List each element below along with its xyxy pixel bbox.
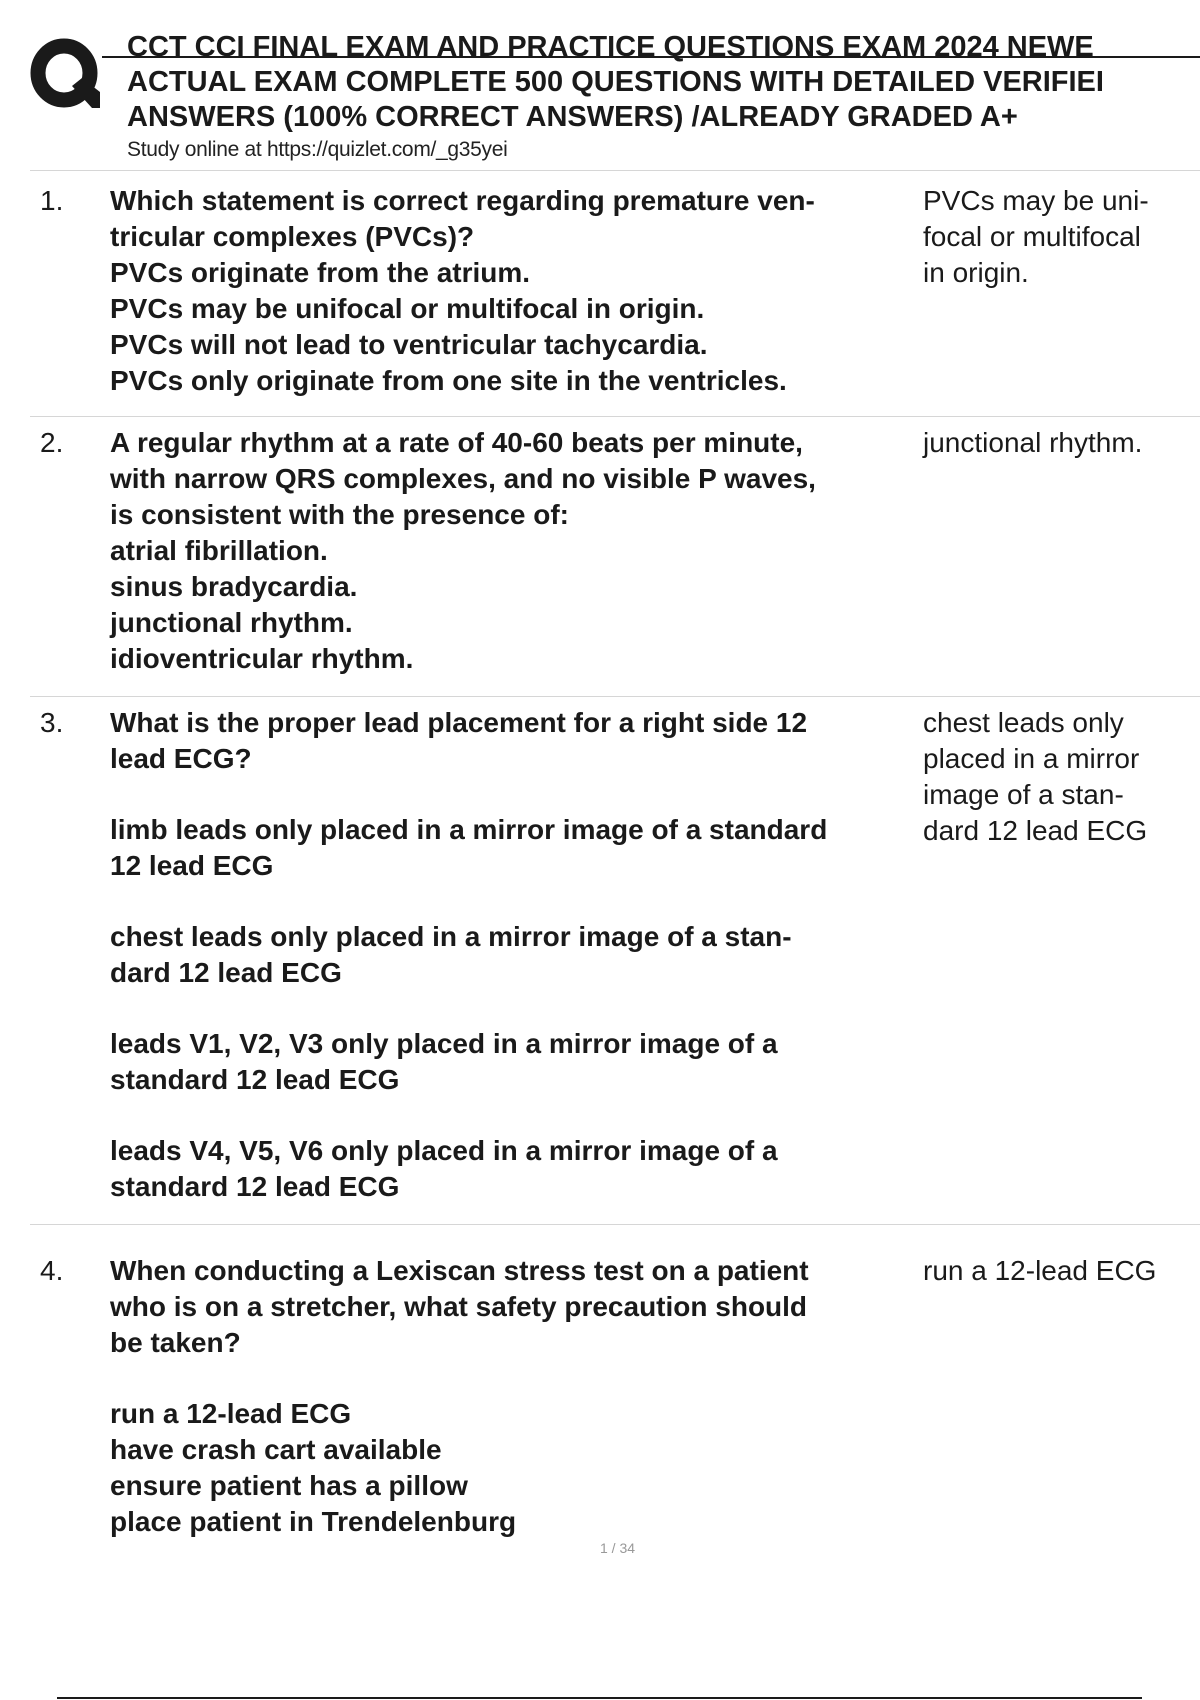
question-line: sinus bradycardia. <box>110 571 358 602</box>
question-line: with narrow QRS complexes, and no visible P waves, <box>110 463 816 494</box>
question-line: have crash cart available <box>110 1434 442 1465</box>
card-question <box>110 183 950 399</box>
question-line: standard 12 lead ECG <box>110 1171 400 1202</box>
question-line: standard 12 lead ECG <box>110 1064 400 1095</box>
line-gap <box>110 1098 950 1133</box>
card-number: 3. <box>40 707 64 738</box>
card-answer <box>923 183 1198 291</box>
flashcard-2 <box>30 416 1200 697</box>
answer-line: in origin. <box>923 257 1029 288</box>
card-number: 4. <box>40 1255 64 1286</box>
card-answer <box>923 425 1198 461</box>
card-answer <box>923 705 1198 849</box>
question-line: PVCs originate from the atrium. <box>110 257 531 288</box>
question-line: atrial fibrillation. <box>110 535 328 566</box>
title-line: ACTUAL EXAM COMPLETE 500 QUESTIONS WITH DETAILED VERIFIEI <box>127 66 1104 98</box>
question-line: leads V1, V2, V3 only placed in a mirror image of a <box>110 1028 778 1059</box>
question-line: tricular complexes (PVCs)? <box>110 221 475 252</box>
question-line: A regular rhythm at a rate of 40-60 beats per minute, <box>110 427 803 458</box>
question-line: ensure patient has a pillow <box>110 1470 468 1501</box>
question-line: who is on a stretcher, what safety precaution should <box>110 1291 808 1322</box>
question-line: lead ECG? <box>110 743 252 774</box>
question-line: leads V4, V5, V6 only placed in a mirror image of a <box>110 1135 778 1166</box>
footer-rule <box>57 1697 1142 1699</box>
question-line: limb leads only placed in a mirror image of a standard <box>110 814 828 845</box>
answer-line: placed in a mirror <box>923 743 1140 774</box>
answer-line: image of a stan- <box>923 779 1124 810</box>
title-line: CCT CCI FINAL EXAM AND PRACTICE QUESTIONS EXAM 2024 NEWE <box>127 31 1094 63</box>
card-number: 2. <box>40 427 64 458</box>
question-line: dard 12 lead ECG <box>110 957 342 988</box>
question-line: is consistent with the presence of: <box>110 499 569 530</box>
question-line: run a 12-lead ECG <box>110 1398 352 1429</box>
document-title <box>127 30 1200 135</box>
question-line: 12 lead ECG <box>110 850 274 881</box>
line-gap <box>110 991 950 1026</box>
answer-line: focal or multifocal <box>923 221 1141 252</box>
question-line: junctional rhythm. <box>110 607 353 638</box>
card-number: 1. <box>40 185 64 216</box>
question-line: chest leads only placed in a mirror image of a stan- <box>110 921 792 952</box>
quizlet-logo-icon <box>30 34 106 114</box>
flashcard-1 <box>30 170 1200 417</box>
question-line: Which statement is correct regarding premature ven- <box>110 185 815 216</box>
line-gap <box>110 777 950 812</box>
flashcard-4 <box>30 1224 1200 1535</box>
card-question <box>110 425 950 677</box>
card-question <box>110 1253 950 1540</box>
title-line: ANSWERS (100% CORRECT ANSWERS) /ALREADY GRADED A+ <box>127 101 1018 133</box>
question-line: PVCs will not lead to ventricular tachycardia. <box>110 329 708 360</box>
study-online-link[interactable]: Study online at https://quizlet.com/_g35yei <box>127 138 508 161</box>
card-answer <box>923 1253 1198 1289</box>
question-line: What is the proper lead placement for a right side 12 <box>110 707 808 738</box>
answer-line: run a 12-lead ECG <box>923 1255 1157 1286</box>
question-line: place patient in Trendelenburg <box>110 1506 517 1537</box>
answer-line: dard 12 lead ECG <box>923 815 1148 846</box>
line-gap <box>110 884 950 919</box>
line-gap <box>110 1361 950 1396</box>
question-line: PVCs only originate from one site in the ventricles. <box>110 365 787 396</box>
answer-line: junctional rhythm. <box>923 427 1143 458</box>
question-line: idioventricular rhythm. <box>110 643 414 674</box>
question-line: When conducting a Lexiscan stress test on a patient <box>110 1255 809 1286</box>
answer-line: PVCs may be uni- <box>923 185 1149 216</box>
question-line: PVCs may be unifocal or multifocal in origin. <box>110 293 705 324</box>
page-number: 1 / 34 <box>599 1540 636 1556</box>
answer-line: chest leads only <box>923 707 1124 738</box>
question-line: be taken? <box>110 1327 241 1358</box>
document-header <box>0 0 1200 170</box>
card-question <box>110 705 950 1205</box>
flashcard-3 <box>30 696 1200 1225</box>
